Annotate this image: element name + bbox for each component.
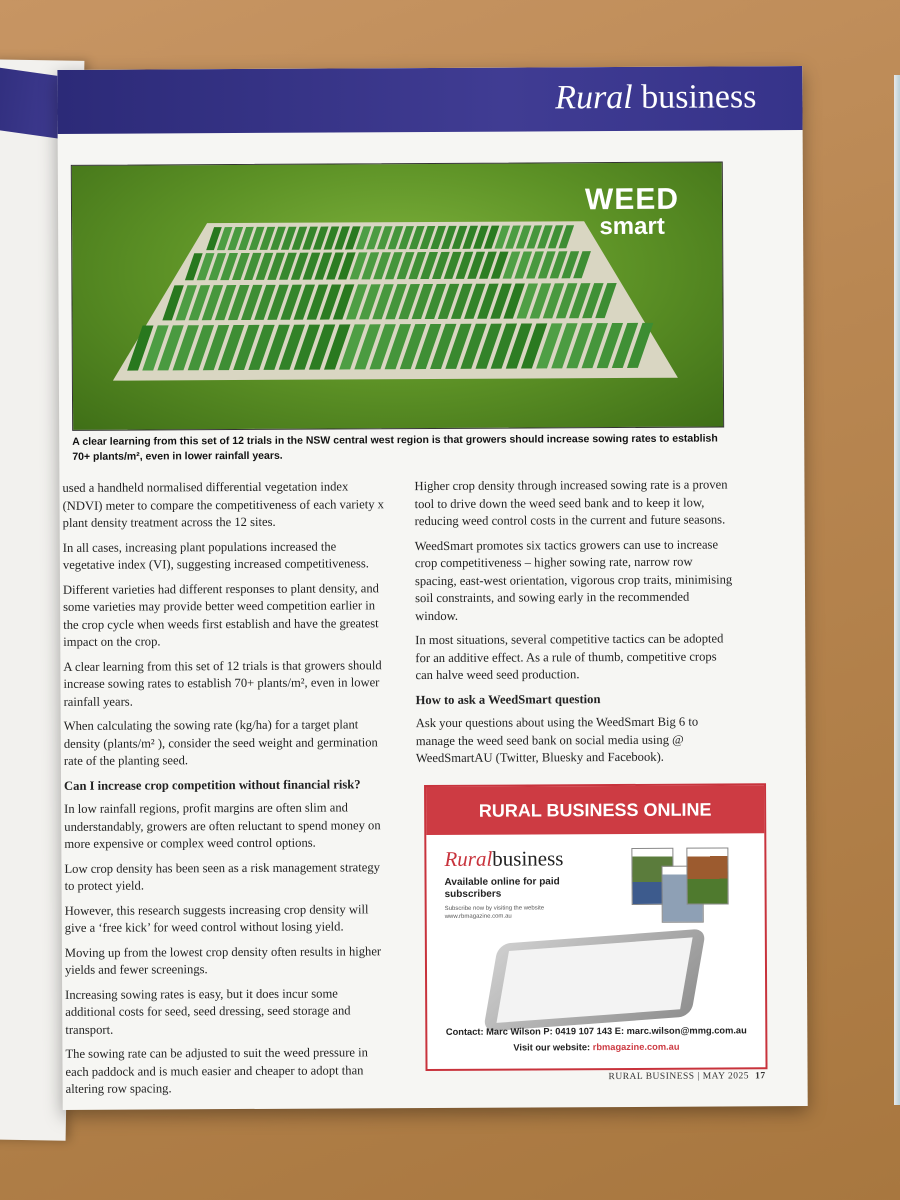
tablet-screen: [496, 937, 692, 1022]
rural-business-online-ad[interactable]: [424, 783, 767, 1071]
photo-caption: A clear learning from this set of 12 trials in the NSW central west region is that growers should increase sowing rates to establish 70+ plants/m², even in lower rainfall years.: [72, 432, 718, 463]
paragraph: When calculating the sowing rate (kg/ha) for a target plant density (plants/m² ), consider the seed weight and germination rate of the planting seed.: [63, 717, 378, 768]
right-column: [414, 476, 734, 774]
ad-subscribe-note: Subscribe now by visiting the website www.rbmagazine.com.au: [444, 905, 545, 920]
paragraph: Moving up from the lowest crop density often results in higher yields and fewer screenings.: [64, 943, 382, 977]
paragraph: Ask your questions about using the WeedSmart Big 6 to manage the weed seed bank on social media using @ WeedSmartAU (Twitter, Bluesky and Facebook).: [415, 714, 699, 766]
ad-brand-rest: business: [492, 846, 564, 871]
paragraph: In most situations, several competitive tactics can be adopted for an additive effect. As a rule of thumb, competitive crops can halve weed seed production.: [415, 631, 724, 683]
field-trial-photo: [71, 161, 724, 430]
weedsmart-logo-top: WEED: [584, 182, 680, 217]
section-heading: How to ask a WeedSmart question: [415, 691, 601, 707]
paragraph: used a handheld normalised differential vegetation index (NDVI) meter to compare the competitiveness of each variety x plant density treatment across the 12 sites.: [62, 479, 384, 530]
left-column: [62, 478, 390, 1105]
paragraph: However, this research suggests increasing crop density will give a ‘free kick’ for weed control without losing yield.: [64, 901, 369, 935]
paragraph: The sowing rate can be adjusted to suit the weed pressure in each paddock and is much easier and cheaper to adopt than altering row spacing.: [65, 1045, 368, 1096]
masthead-italic: Rural: [555, 78, 633, 117]
ad-website[interactable]: [427, 1041, 765, 1053]
page-stack-edge: [894, 75, 900, 1105]
paragraph: WeedSmart promotes six tactics growers can use to increase crop competitiveness – higher sowing rate, narrow row spacing, east-west orientation, vigorous crop traits, minimising soil constraints, and sowing early in the recommended window.: [414, 537, 733, 623]
ad-title: RURAL BUSINESS ONLINE: [426, 785, 764, 835]
header-band: [57, 66, 802, 134]
tablet-image: [483, 929, 706, 1032]
paragraph: A clear learning from this set of 12 trials is that growers should increase sowing rates to establish 70+ plants/m², even in lower rainfall years.: [63, 657, 382, 709]
page-footer: [608, 1071, 765, 1082]
section-heading: Can I increase crop competition without financial risk?: [63, 776, 361, 793]
ad-brand-logo: [444, 846, 563, 872]
footer-magazine: RURAL BUSINESS | MAY 2025: [608, 1071, 750, 1083]
paragraph: Different varieties had different responses to plant density, and some varieties may provide better weed competition earlier in the crop cycle when weeds first establish and have the greatest impact on the crop.: [62, 580, 379, 649]
ad-website-label: Visit our website:: [513, 1042, 593, 1053]
ad-website-link[interactable]: rbmagazine.com.au: [592, 1041, 680, 1053]
ad-contact: Contact: Marc Wilson P: 0419 107 143 E: marc.wilson@mmg.com.au: [445, 1025, 747, 1037]
weedsmart-logo-bottom: smart: [599, 212, 665, 241]
ad-availability: Available online for paid subscribers: [444, 876, 560, 900]
magazine-cover-thumbnail: [686, 847, 728, 904]
paragraph: Low crop density has been seen as a risk management strategy to protect yield.: [64, 859, 380, 893]
ad-brand-italic: Rural: [444, 846, 493, 871]
magazine-page: [57, 66, 807, 1110]
paragraph: In all cases, increasing plant populations increased the vegetative index (VI), suggesting increased competitiveness.: [62, 539, 369, 572]
page-number: 17: [755, 1071, 766, 1082]
masthead: [555, 78, 756, 117]
masthead-rest: business: [632, 78, 757, 116]
paragraph: Higher crop density through increased sowing rate is a proven tool to drive down the weed seed bank and to keep it low, reducing weed control costs in the current and future seasons.: [414, 477, 728, 529]
paragraph: Increasing sowing rates is easy, but it does incur some additional costs for seed, seed dressing, seed storage and transport.: [65, 986, 351, 1037]
weedsmart-logo: [582, 182, 682, 241]
paragraph: In low rainfall regions, profit margins are often slim and understandably, growers are often reluctant to spend money on more expensive or complex weed control options.: [64, 800, 381, 851]
